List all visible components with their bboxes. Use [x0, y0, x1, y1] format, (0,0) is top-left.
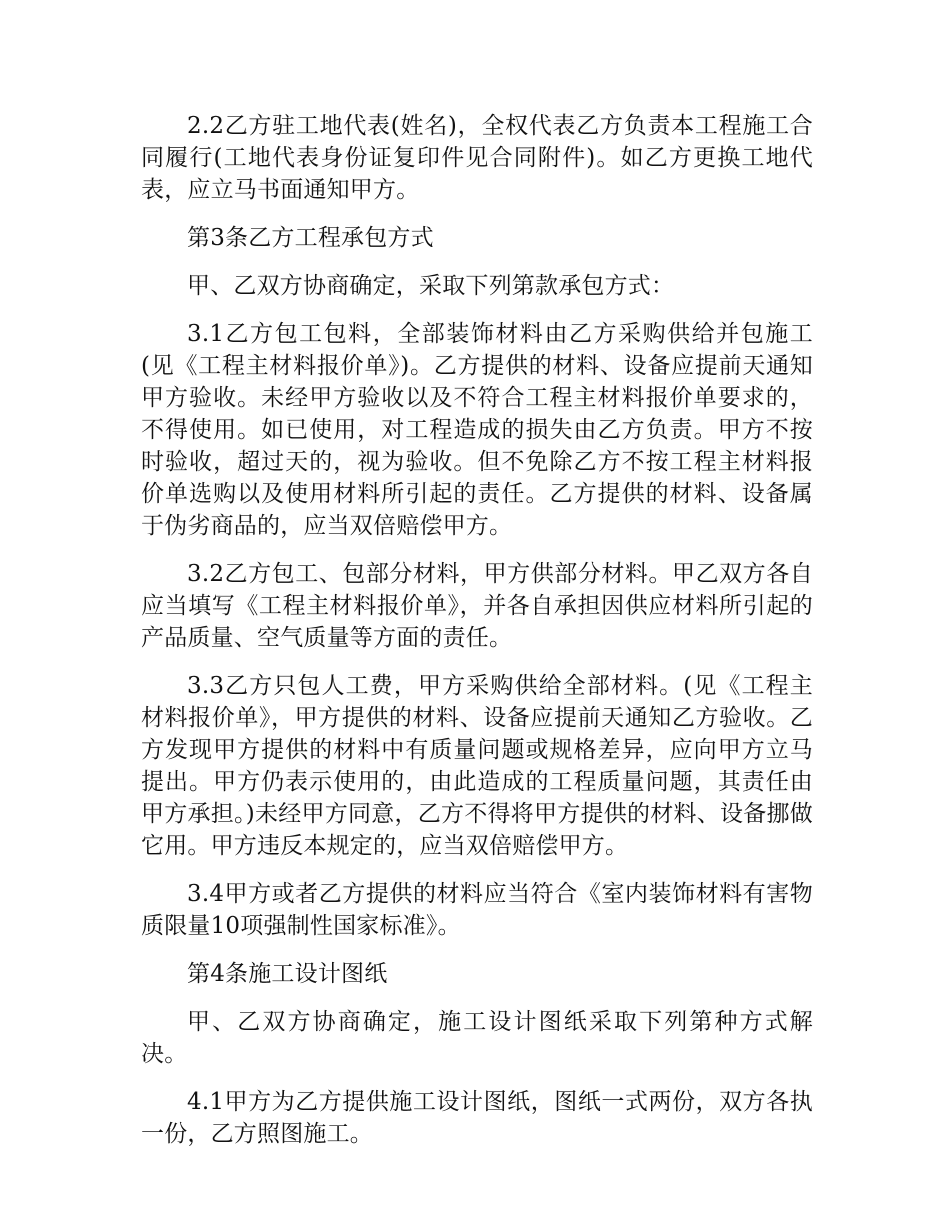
document-body [141, 110, 813, 1166]
paragraph-4-1: 4.1甲方为乙方提供施工设计图纸，图纸一式两份，双方各执一份，乙方照图施工。 [141, 1089, 813, 1147]
paragraph-3-1: 3.1乙方包工包料，全部装饰材料由乙方采购供给并包施工(见《工程主材料报价单》)。乙方提供的材料、设备应提前天通知甲方验收。未经甲方验收以及不符合工程主材料报价单要求的，不得使用。如已使用，对工程造成的损失由乙方负责。甲方不按时验收，超过天的，视为验收。但不免除乙方不按工程主材料报价单选购以及使用材料所引起的责任。乙方提供的材料、设备属于伪劣商品的，应当双倍赔偿甲方。 [141, 321, 813, 539]
heading-article-4: 第4条施工设计图纸 [187, 961, 388, 987]
paragraph-3-2: 3.2乙方包工、包部分材料，甲方供部分材料。甲乙双方各自应当填写《工程主材料报价单》，并各自承担因供应材料所引起的产品质量、空气质量等方面的责任。 [141, 561, 813, 651]
heading-article-3: 第3条乙方工程承包方式 [187, 225, 434, 251]
paragraph-article-4-intro: 甲、乙双方协商确定，施工设计图纸采取下列第种方式解决。 [141, 1009, 813, 1067]
paragraph-3-4: 3.4甲方或者乙方提供的材料应当符合《室内装饰材料有害物质限量10项强制性国家标准》。 [141, 881, 813, 939]
paragraph-article-3-intro: 甲、乙双方协商确定，采取下列第款承包方式： [187, 273, 675, 299]
paragraph-3-3: 3.3乙方只包人工费，甲方采购供给全部材料。(见《工程主材料报价单》，甲方提供的材料、设备应提前天通知乙方验收。乙方发现甲方提供的材料中有质量问题或规格差异，应向甲方立马提出。甲方仍表示使用的，由此造成的工程质量问题，其责任由甲方承担。)未经甲方同意，乙方不得将甲方提供的材料、设备挪做它用。甲方违反本规定的，应当双倍赔偿甲方。 [141, 673, 813, 859]
paragraph-2-2: 2.2乙方驻工地代表(姓名)，全权代表乙方负责本工程施工合同履行(工地代表身份证复印件见合同附件)。如乙方更换工地代表，应立马书面通知甲方。 [141, 113, 813, 203]
